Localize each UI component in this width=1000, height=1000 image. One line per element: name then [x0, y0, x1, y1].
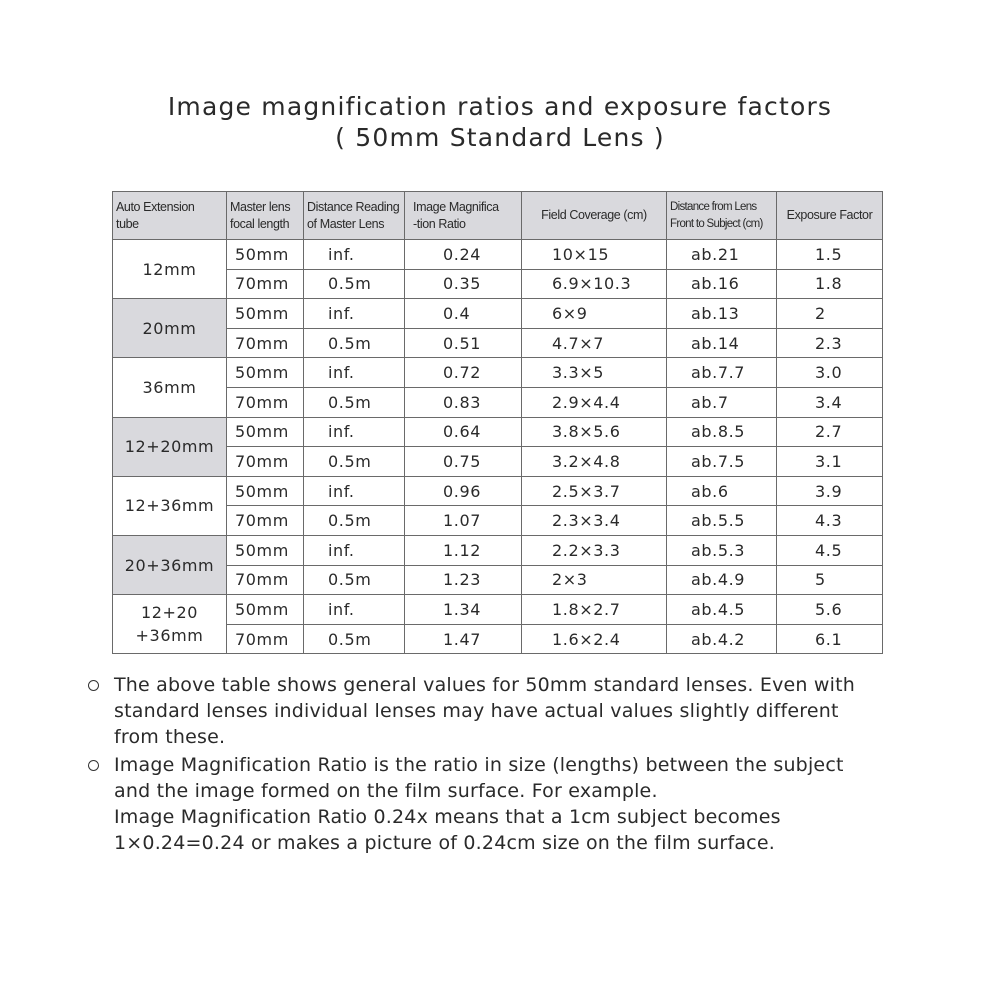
lens-cell: 50mm: [227, 240, 304, 270]
note-line: 1×0.24=0.24 or makes a picture of 0.24cm size on the film surface.: [114, 832, 775, 854]
table-row: [113, 595, 883, 625]
exposure-cell: 1.8: [777, 269, 883, 299]
lens-cell: 70mm: [227, 624, 304, 654]
ratio-cell: 0.83: [405, 387, 522, 417]
note-line: Image Magnification Ratio is the ratio in size (lengths) between the subject: [114, 754, 844, 776]
lens-cell: 50mm: [227, 358, 304, 388]
field-cell: 3.2×4.8: [522, 447, 667, 477]
subject-cell: ab.5.5: [667, 506, 777, 536]
circle-bullet-icon: [88, 760, 99, 771]
exposure-cell: 2.3: [777, 328, 883, 358]
header-ratio: Image Magnifica -tion Ratio: [405, 192, 522, 240]
subject-cell: ab.14: [667, 328, 777, 358]
magnification-table: [112, 191, 883, 654]
field-cell: 3.8×5.6: [522, 417, 667, 447]
ratio-cell: 0.75: [405, 447, 522, 477]
note-item: [88, 672, 888, 750]
table-row: [113, 565, 883, 595]
field-cell: 1.8×2.7: [522, 595, 667, 625]
field-cell: 6.9×10.3: [522, 269, 667, 299]
subject-cell: ab.21: [667, 240, 777, 270]
exposure-cell: 4.5: [777, 535, 883, 565]
distance-cell: inf.: [304, 299, 405, 329]
distance-cell: 0.5m: [304, 565, 405, 595]
header-exposure: Exposure Factor: [777, 192, 883, 240]
distance-cell: 0.5m: [304, 269, 405, 299]
lens-cell: 50mm: [227, 299, 304, 329]
subject-cell: ab.4.9: [667, 565, 777, 595]
table-row: [113, 387, 883, 417]
ratio-cell: 0.72: [405, 358, 522, 388]
lens-cell: 70mm: [227, 447, 304, 477]
distance-cell: 0.5m: [304, 328, 405, 358]
note-line: and the image formed on the film surface. For example.: [114, 780, 658, 802]
lens-cell: 70mm: [227, 565, 304, 595]
tube-cell: 12mm: [113, 240, 227, 299]
subject-cell: ab.7.7: [667, 358, 777, 388]
tube-cell: 20mm: [113, 299, 227, 358]
tube-cell: 12+20 +36mm: [113, 595, 227, 654]
ratio-cell: 1.12: [405, 535, 522, 565]
subject-cell: ab.4.2: [667, 624, 777, 654]
table-row: [113, 358, 883, 388]
distance-cell: 0.5m: [304, 387, 405, 417]
subject-cell: ab.16: [667, 269, 777, 299]
notes: [88, 672, 888, 858]
subject-cell: ab.7.5: [667, 447, 777, 477]
ratio-cell: 1.34: [405, 595, 522, 625]
ratio-cell: 0.64: [405, 417, 522, 447]
note-line: Image Magnification Ratio 0.24x means that a 1cm subject becomes: [114, 806, 781, 828]
field-cell: 6×9: [522, 299, 667, 329]
ratio-cell: 1.47: [405, 624, 522, 654]
header-subject: Distance from Lens Front to Subject (cm): [667, 192, 777, 240]
field-cell: 2.9×4.4: [522, 387, 667, 417]
subject-cell: ab.8.5: [667, 417, 777, 447]
table-header-row: [113, 192, 883, 240]
table-row: [113, 299, 883, 329]
distance-cell: 0.5m: [304, 624, 405, 654]
lens-cell: 70mm: [227, 506, 304, 536]
exposure-cell: 2.7: [777, 417, 883, 447]
exposure-cell: 3.4: [777, 387, 883, 417]
distance-cell: 0.5m: [304, 506, 405, 536]
lens-cell: 70mm: [227, 328, 304, 358]
header-lens: Master lens focal length: [227, 192, 304, 240]
table-row: [113, 269, 883, 299]
tube-cell: 36mm: [113, 358, 227, 417]
exposure-cell: 5: [777, 565, 883, 595]
ratio-cell: 0.4: [405, 299, 522, 329]
table-row: [113, 417, 883, 447]
exposure-cell: 4.3: [777, 506, 883, 536]
subject-cell: ab.6: [667, 476, 777, 506]
table-row: [113, 476, 883, 506]
title-line-1: Image magnification ratios and exposure factors: [167, 92, 833, 121]
exposure-cell: 3.1: [777, 447, 883, 477]
circle-bullet-icon: [88, 680, 99, 691]
lens-cell: 50mm: [227, 535, 304, 565]
subject-cell: ab.4.5: [667, 595, 777, 625]
ratio-cell: 0.96: [405, 476, 522, 506]
header-tube: Auto Extension tube: [113, 192, 227, 240]
table-row: [113, 240, 883, 270]
ratio-cell: 0.24: [405, 240, 522, 270]
field-cell: 1.6×2.4: [522, 624, 667, 654]
table-row: [113, 535, 883, 565]
note-item: [88, 752, 888, 856]
subject-cell: ab.5.3: [667, 535, 777, 565]
distance-cell: inf.: [304, 358, 405, 388]
table-row: [113, 624, 883, 654]
lens-cell: 50mm: [227, 476, 304, 506]
exposure-cell: 1.5: [777, 240, 883, 270]
table-row: [113, 506, 883, 536]
distance-cell: inf.: [304, 240, 405, 270]
note-line: The above table shows general values for 50mm standard lenses. Even with: [114, 674, 855, 696]
exposure-cell: 6.1: [777, 624, 883, 654]
distance-cell: inf.: [304, 417, 405, 447]
subject-cell: ab.7: [667, 387, 777, 417]
distance-cell: inf.: [304, 476, 405, 506]
lens-cell: 50mm: [227, 417, 304, 447]
lens-cell: 70mm: [227, 387, 304, 417]
note-line: standard lenses individual lenses may have actual values slightly different: [114, 700, 839, 722]
exposure-cell: 3.9: [777, 476, 883, 506]
distance-cell: 0.5m: [304, 447, 405, 477]
ratio-cell: 1.07: [405, 506, 522, 536]
header-field: Field Coverage (cm): [522, 192, 667, 240]
field-cell: 4.7×7: [522, 328, 667, 358]
tube-cell: 12+20mm: [113, 417, 227, 476]
table-row: [113, 328, 883, 358]
distance-cell: inf.: [304, 595, 405, 625]
title-line-2: ( 50mm Standard Lens ): [335, 123, 665, 152]
note-line: from these.: [114, 726, 226, 748]
exposure-cell: 5.6: [777, 595, 883, 625]
table-row: [113, 447, 883, 477]
tube-cell: 20+36mm: [113, 535, 227, 594]
ratio-cell: 1.23: [405, 565, 522, 595]
lens-cell: 50mm: [227, 595, 304, 625]
subject-cell: ab.13: [667, 299, 777, 329]
ratio-cell: 0.35: [405, 269, 522, 299]
field-cell: 3.3×5: [522, 358, 667, 388]
field-cell: 2.2×3.3: [522, 535, 667, 565]
lens-cell: 70mm: [227, 269, 304, 299]
ratio-cell: 0.51: [405, 328, 522, 358]
header-distance: Distance Reading of Master Lens: [304, 192, 405, 240]
page-title: [0, 91, 1000, 153]
exposure-cell: 2: [777, 299, 883, 329]
field-cell: 10×15: [522, 240, 667, 270]
distance-cell: inf.: [304, 535, 405, 565]
tube-cell: 12+36mm: [113, 476, 227, 535]
field-cell: 2×3: [522, 565, 667, 595]
field-cell: 2.5×3.7: [522, 476, 667, 506]
exposure-cell: 3.0: [777, 358, 883, 388]
field-cell: 2.3×3.4: [522, 506, 667, 536]
